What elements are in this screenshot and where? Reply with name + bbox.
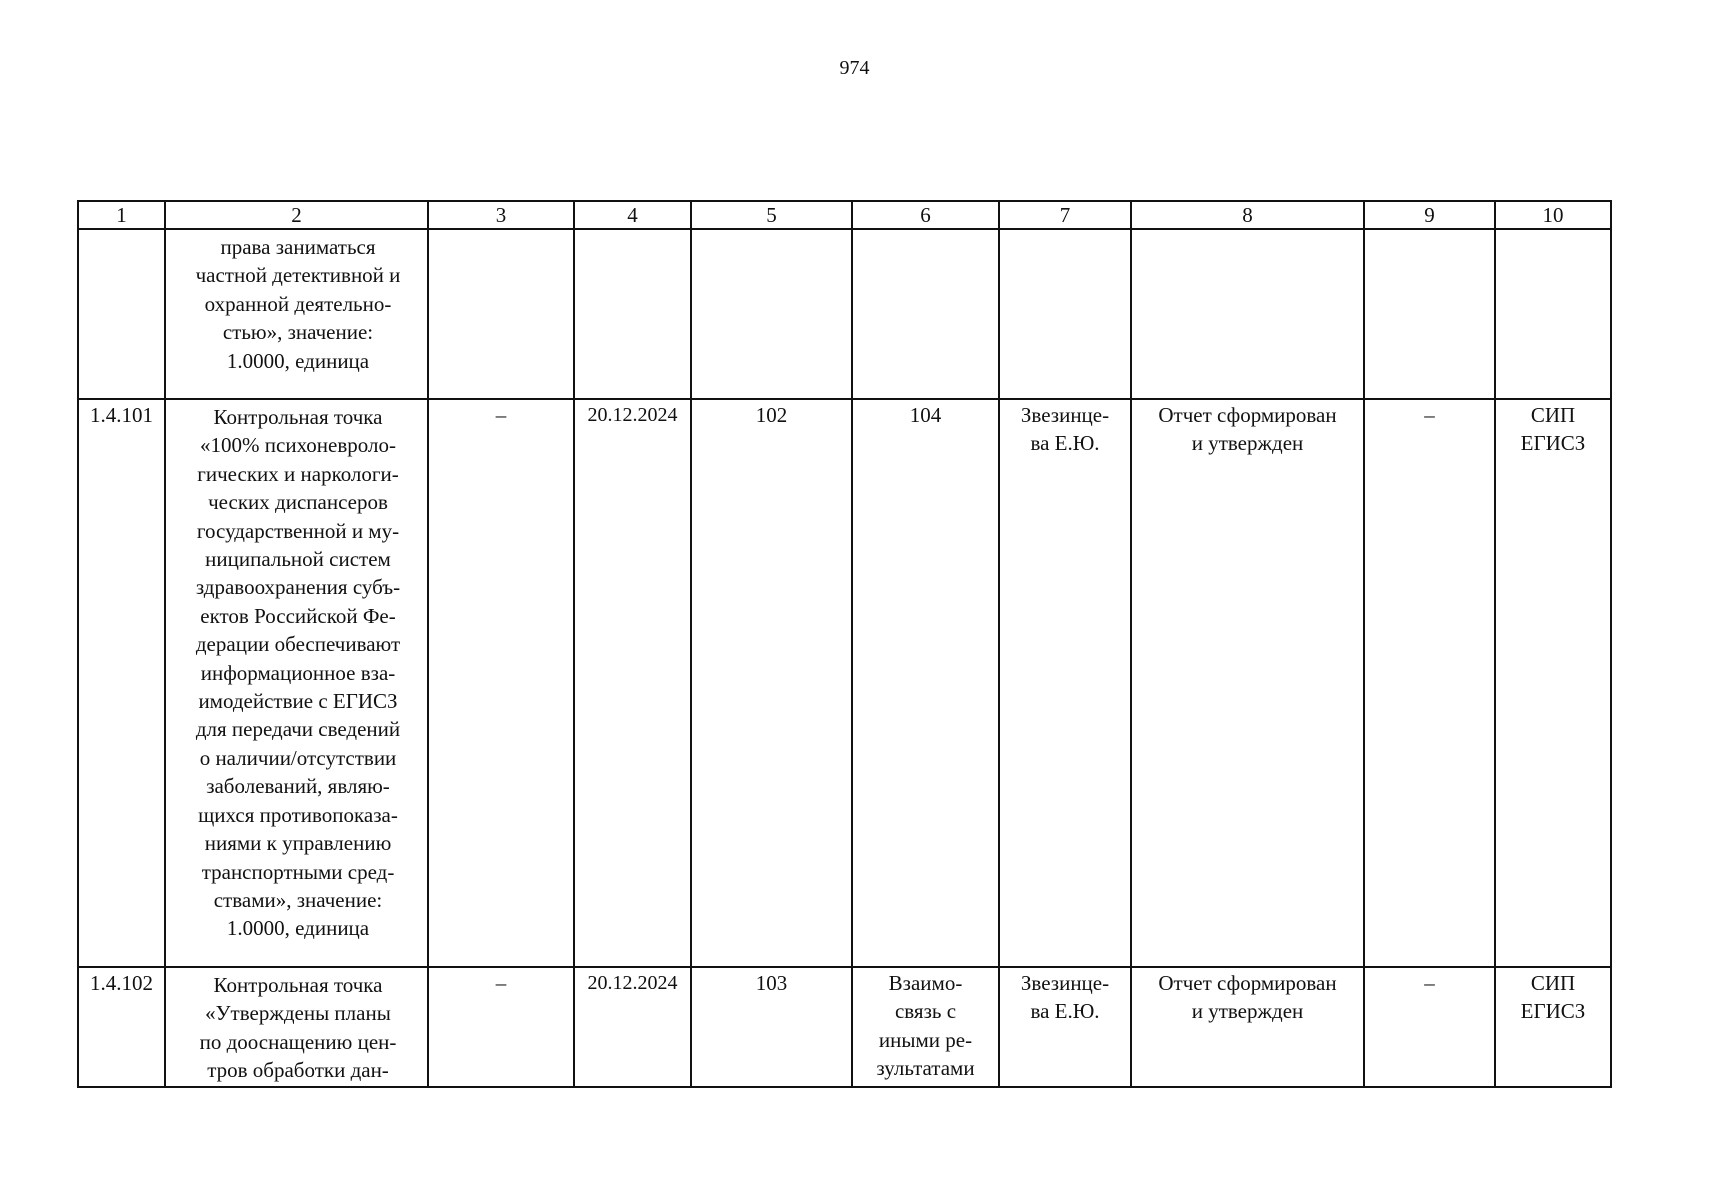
cell-col9	[1364, 229, 1495, 399]
date-cell: 20.12.2024	[574, 967, 691, 1087]
description-cell	[165, 229, 428, 399]
responsible-cell: Звезинце- ва Е.Ю.	[999, 399, 1131, 967]
cell-col3: –	[428, 967, 574, 1087]
cell-col4	[574, 229, 691, 399]
column-number-5: 5	[691, 201, 852, 229]
result-cell: Отчет сформирован и утвержден	[1131, 399, 1364, 967]
cell-col9: –	[1364, 967, 1495, 1087]
cell-col5	[691, 229, 852, 399]
table-row	[78, 229, 1611, 399]
cell-col8	[1131, 229, 1364, 399]
cell-col10	[1495, 229, 1611, 399]
system-cell: СИП ЕГИСЗ	[1495, 399, 1611, 967]
description-text: Контрольная точка «100% психоневроло- гических и наркологи- ческих диспансеров государственной и му- ниципальной систем здравоохранения субъ- ектов Российской Фе- дерации обеспечивают информационное вза- имодействие с ЕГИСЗ для передачи сведений о наличии/отсутствии заболеваний, являю- щихся противопоказа- ниями к управлению транспортными сред- ствами», значение: 1.0000, единица	[195, 405, 401, 941]
column-number-10: 10	[1495, 201, 1611, 229]
description-text: Контрольная точка «Утверждены планы по дооснащению цен- тров обработки дан-	[199, 973, 397, 1083]
column-number-4: 4	[574, 201, 691, 229]
cell-col3	[428, 229, 574, 399]
column-number-3: 3	[428, 201, 574, 229]
cell-col5: 103	[691, 967, 852, 1087]
cell-col6: Взаимо- связь с иными ре- зультатами	[852, 967, 999, 1087]
item-number-cell	[78, 229, 165, 399]
page-number: 974	[839, 57, 870, 79]
cell-col9: –	[1364, 399, 1495, 967]
cell-col6: 104	[852, 399, 999, 967]
column-number-2: 2	[165, 201, 428, 229]
cell-col3: –	[428, 399, 574, 967]
item-number-cell: 1.4.102	[78, 967, 165, 1087]
column-number-8: 8	[1131, 201, 1364, 229]
column-number-6: 6	[852, 201, 999, 229]
column-number-9: 9	[1364, 201, 1495, 229]
cell-col7	[999, 229, 1131, 399]
item-number-cell: 1.4.101	[78, 399, 165, 967]
description-cell	[165, 399, 428, 967]
description-cell	[165, 967, 428, 1087]
result-cell: Отчет сформирован и утвержден	[1131, 967, 1364, 1087]
column-number-1: 1	[78, 201, 165, 229]
cell-col6	[852, 229, 999, 399]
table-row	[78, 967, 1611, 1087]
description-text: права заниматься частной детективной и охранной деятельно- стью», значение: 1.0000, единица	[195, 235, 401, 373]
column-numbers-row	[78, 201, 1611, 229]
date-cell: 20.12.2024	[574, 399, 691, 967]
system-cell: СИП ЕГИСЗ	[1495, 967, 1611, 1087]
column-number-7: 7	[999, 201, 1131, 229]
table-row	[78, 399, 1611, 967]
cell-col5: 102	[691, 399, 852, 967]
plan-table	[77, 200, 1612, 1088]
responsible-cell: Звезинце- ва Е.Ю.	[999, 967, 1131, 1087]
